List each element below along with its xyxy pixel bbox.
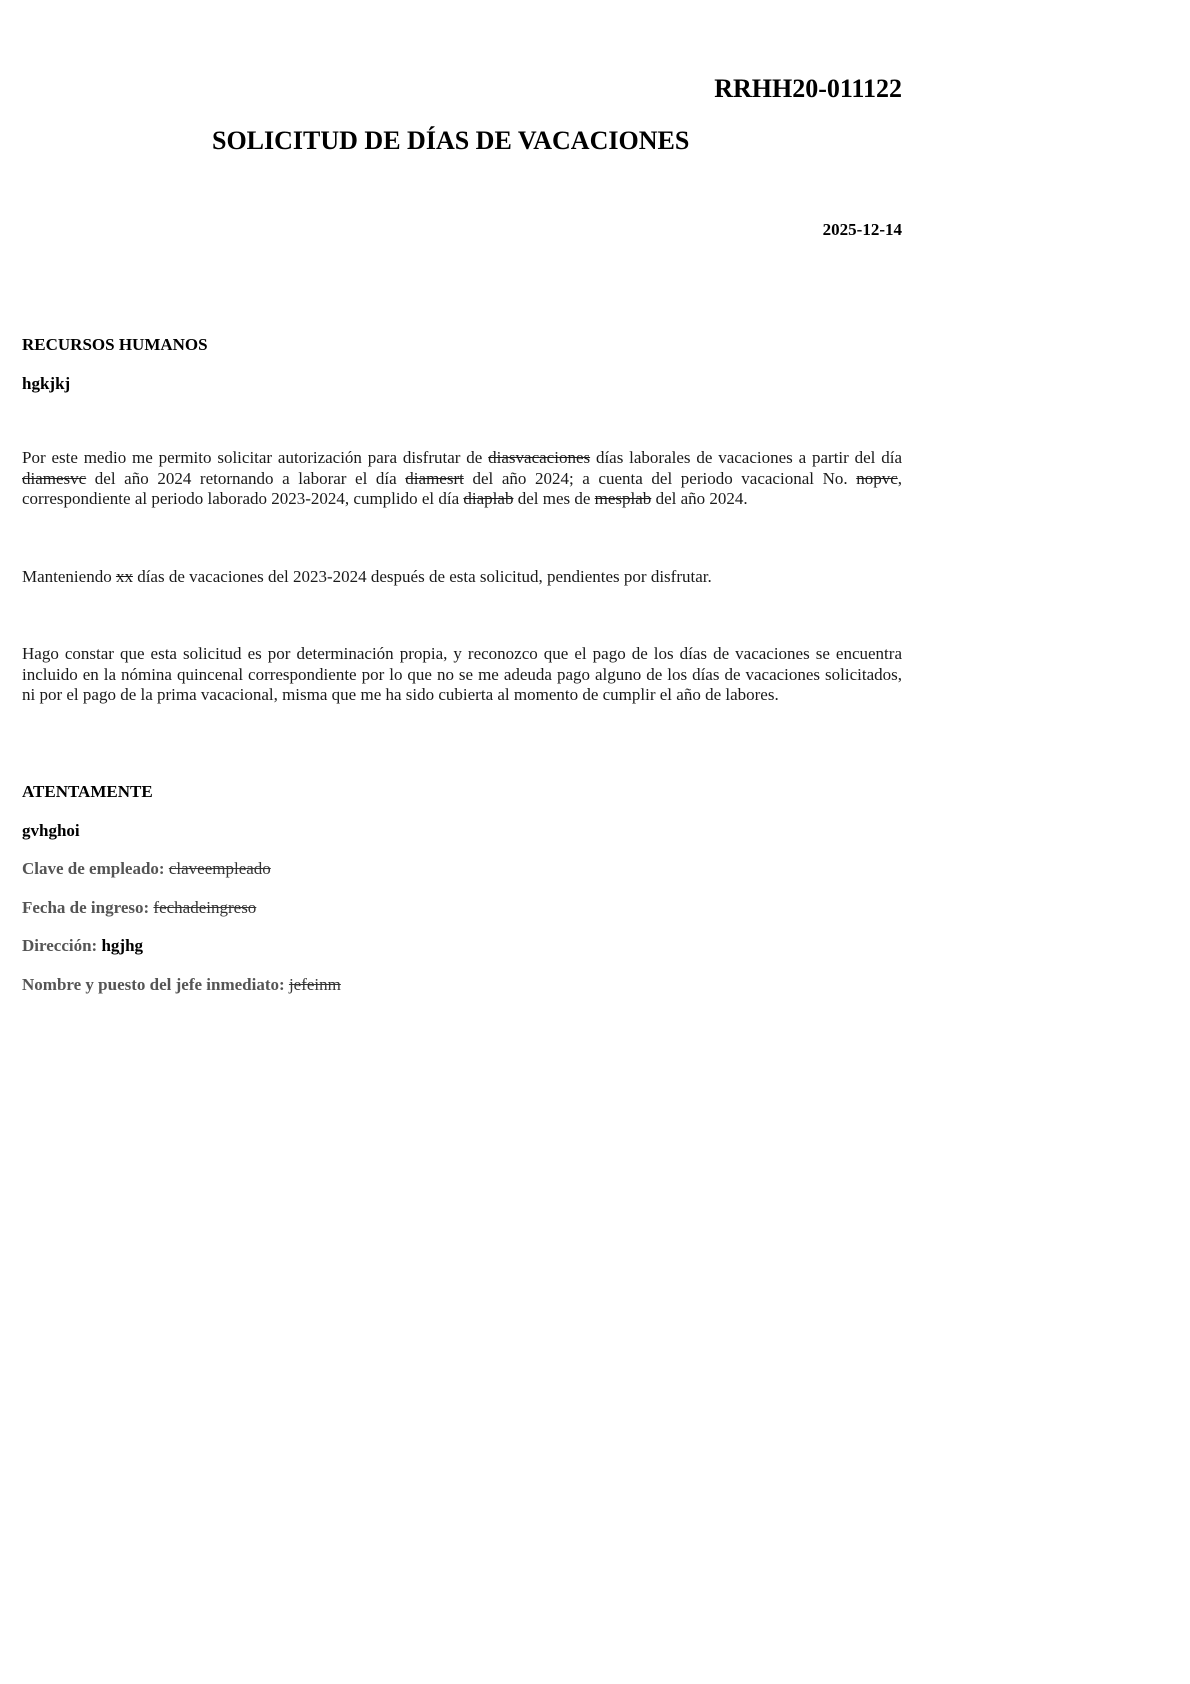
field-value: claveempleado bbox=[168, 859, 271, 878]
hire-date-field bbox=[22, 897, 256, 919]
document-title: SOLICITUD DE DÍAS DE VACACIONES bbox=[212, 126, 690, 155]
placeholder-vacation-days: diasvacaciones bbox=[488, 448, 591, 467]
field-label: Clave de empleado: bbox=[22, 859, 165, 878]
paragraph-text: del año 2024. bbox=[651, 489, 748, 508]
placeholder-remaining-days: xx bbox=[115, 567, 133, 586]
placeholder-start-date: diamesvc bbox=[22, 468, 87, 488]
remaining-days-paragraph bbox=[22, 567, 902, 588]
paragraph-text: del año 2024 retornando a laborar el día bbox=[86, 468, 406, 488]
folio-number: RRHH20-011122 bbox=[714, 74, 902, 103]
field-value: jefeinm bbox=[288, 975, 341, 994]
request-paragraph bbox=[22, 448, 902, 510]
placeholder-period-number: nopvc bbox=[856, 468, 898, 488]
document-page bbox=[22, 0, 902, 1684]
declaration-paragraph: Hago constar que esta solicitud es por determinación propia, y reconozco que el pago de los días de vacaciones se encuentra incluido en la nómina quincenal correspondiente por lo que no se me adeuda pago alguno de los días de vacaciones solicitados, ni por el pago de la prima vacacional, misma que me ha sido cubierta al momento de cumplir el año de labores. bbox=[22, 644, 902, 704]
paragraph-text: del mes de bbox=[513, 489, 595, 508]
field-label: Fecha de ingreso: bbox=[22, 898, 150, 917]
signer-name: gvhghoi bbox=[22, 821, 80, 840]
field-label: Nombre y puesto del jefe inmediato: bbox=[22, 975, 285, 994]
placeholder-return-date: diamesrt bbox=[405, 468, 464, 488]
paragraph-text: días laborales de vacaciones a partir del día bbox=[590, 448, 902, 467]
department-field bbox=[22, 935, 143, 957]
paragraph-text: Manteniendo bbox=[22, 567, 116, 586]
paragraph-text: del año 2024; a cuenta del periodo vacacional No. bbox=[463, 468, 857, 488]
document-date: 2025-12-14 bbox=[822, 220, 902, 239]
paragraph-text: días de vacaciones del 2023-2024 después de esta solicitud, pendientes por disfrutar. bbox=[132, 567, 712, 586]
employee-id-field bbox=[22, 858, 271, 880]
placeholder-period-day: diaplab bbox=[463, 489, 514, 508]
field-value: hgjhg bbox=[101, 936, 144, 955]
paragraph-text: , correspondiente al periodo laborado 2023-2024, cumplido el día bbox=[22, 468, 903, 508]
placeholder-period-month: mesplab bbox=[594, 489, 652, 508]
closing-salutation: ATENTAMENTE bbox=[22, 782, 153, 801]
supervisor-field bbox=[22, 974, 341, 996]
recipient-name: hgkjkj bbox=[22, 374, 71, 393]
recipient-department: RECURSOS HUMANOS bbox=[22, 335, 208, 354]
field-value: fechadeingreso bbox=[153, 898, 257, 917]
paragraph-text: Por este medio me permito solicitar autorización para disfrutar de bbox=[22, 448, 489, 467]
field-label: Dirección: bbox=[22, 936, 98, 955]
